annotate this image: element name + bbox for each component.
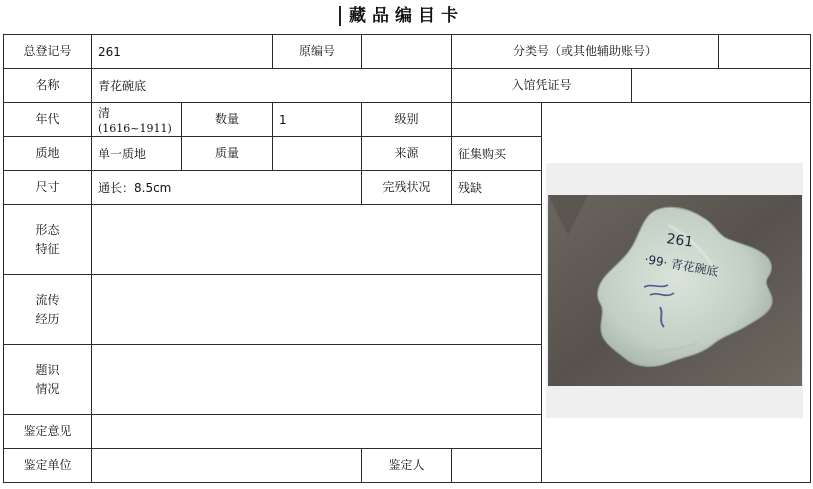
card-title: 藏品编目卡 — [349, 6, 464, 26]
inscription-label: 题识 情况 — [3, 344, 92, 415]
original-number-value[interactable] — [361, 34, 452, 69]
mass-value[interactable] — [272, 136, 362, 171]
mass-label: 质量 — [181, 136, 273, 171]
size-value[interactable]: 通长：8.5cm — [91, 170, 362, 205]
ink-marking: ·99· 青花碗底 — [643, 252, 720, 279]
texture-label: 质地 — [3, 136, 92, 171]
source-value[interactable]: 征集购买 — [451, 136, 542, 171]
era-label: 年代 — [3, 102, 92, 137]
original-number-label: 原编号 — [272, 34, 362, 69]
source-label: 来源 — [361, 136, 452, 171]
name-value[interactable]: 青花碗底 — [91, 68, 452, 103]
circulation-history-label: 流传 经历 — [3, 274, 92, 345]
quantity-value[interactable]: 1 — [272, 102, 362, 137]
total-registration-number-value[interactable]: 261 — [91, 34, 273, 69]
appraisal-opinion-value[interactable] — [91, 414, 542, 449]
condition-label: 完残状况 — [361, 170, 452, 205]
grade-label: 级别 — [361, 102, 452, 137]
appraiser-value[interactable] — [451, 448, 542, 483]
circulation-history-value[interactable] — [91, 274, 542, 345]
size-label: 尺寸 — [3, 170, 92, 205]
grade-value[interactable] — [451, 102, 542, 137]
accession-voucher-value[interactable] — [631, 68, 811, 103]
appraiser-label: 鉴定人 — [361, 448, 452, 483]
quantity-label: 数量 — [181, 102, 273, 137]
classification-number-value[interactable] — [718, 34, 811, 69]
text-cursor — [339, 6, 341, 26]
appraisal-unit-value[interactable] — [91, 448, 362, 483]
inscription-value[interactable] — [91, 344, 542, 415]
era-value[interactable] — [91, 102, 182, 137]
era-dynasty: 清 — [98, 106, 111, 120]
texture-value[interactable]: 单一质地 — [91, 136, 182, 171]
ink-number: 261 — [665, 231, 695, 251]
name-label: 名称 — [3, 68, 92, 103]
appraisal-opinion-label: 鉴定意见 — [3, 414, 92, 449]
form-features-label: 形态 特征 — [3, 204, 92, 275]
form-features-value[interactable] — [91, 204, 542, 275]
condition-value[interactable]: 残缺 — [451, 170, 542, 205]
appraisal-unit-label: 鉴定单位 — [3, 448, 92, 483]
total-registration-number-label: 总登记号 — [3, 34, 92, 69]
artifact-photo — [548, 195, 802, 386]
classification-number-label: 分类号（或其他辅助账号） — [451, 34, 719, 69]
accession-voucher-label: 入馆凭证号 — [451, 68, 632, 103]
era-years: (1616~1911) — [98, 122, 172, 135]
